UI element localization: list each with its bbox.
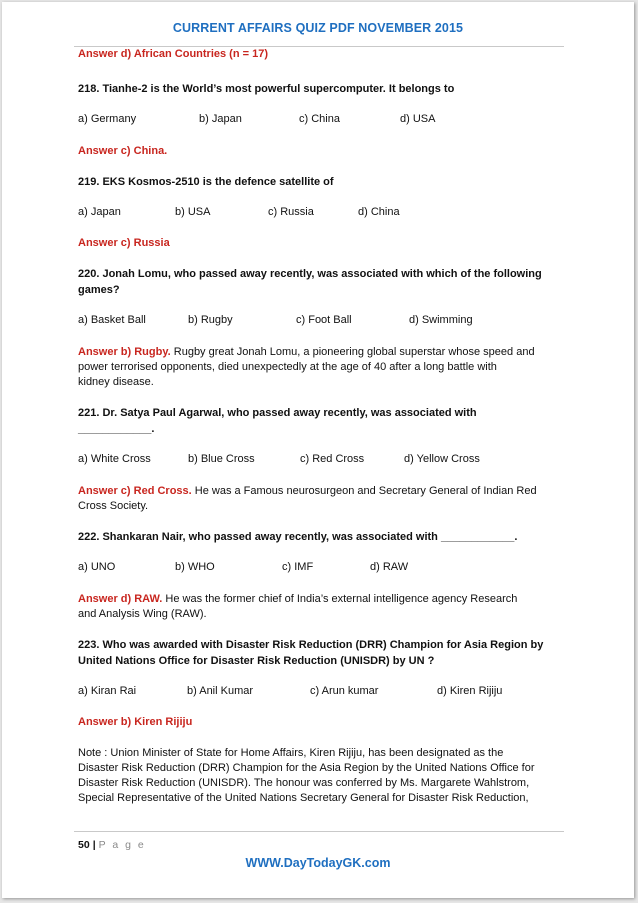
option-b: b) USA <box>175 206 211 218</box>
options-221 <box>78 452 562 467</box>
explanation-221-line-2: Cross Society. <box>78 500 149 512</box>
option-d: d) USA <box>400 113 436 125</box>
explanation-221-line-1: He was a Famous neurosurgeon and Secretary General of Indian Red <box>191 485 537 497</box>
explanation-222-line-2: and Analysis Wing (RAW). <box>78 608 207 620</box>
question-219: 219. EKS Kosmos-2510 is the defence satellite of <box>78 176 334 188</box>
options-219 <box>78 205 562 220</box>
explanation-222-line-1: He was the former chief of India’s external intelligence agency Research <box>162 593 518 605</box>
option-d: d) Yellow Cross <box>404 453 480 465</box>
answer-222: Answer d) RAW. <box>78 593 163 605</box>
answer-218: Answer c) China. <box>78 145 168 157</box>
question-223-line-1: 223. Who was awarded with Disaster Risk Reduction (DRR) Champion for Asia Region by <box>78 639 544 651</box>
question-222: 222. Shankaran Nair, who passed away recently, was associated with ____________. <box>78 531 518 543</box>
option-b: b) Blue Cross <box>188 453 255 465</box>
option-c: c) Arun kumar <box>310 685 379 697</box>
option-a: a) Basket Ball <box>78 314 146 326</box>
answer-221: Answer c) Red Cross. <box>78 485 192 497</box>
explanation-220-line-1: Rugby great Jonah Lomu, a pioneering global superstar whose speed and <box>170 346 535 358</box>
question-223-line-2: United Nations Office for Disaster Risk Reduction (UNISDR) by UN ? <box>78 655 435 667</box>
answer-221-line-1 <box>78 484 537 499</box>
answer-220-line-1 <box>78 345 535 360</box>
answer-222-line-1 <box>78 592 517 607</box>
note-223-line-1: Note : Union Minister of State for Home Affairs, Kiren Rijiju, has been designated as the <box>78 747 504 759</box>
question-221-line-1: 221. Dr. Satya Paul Agarwal, who passed away recently, was associated with <box>78 407 477 419</box>
option-a: a) White Cross <box>78 453 151 465</box>
options-220 <box>78 313 562 328</box>
document-page <box>2 2 634 898</box>
note-223-line-3: Disaster Risk Reduction (UNISDR). The honour was conferred by Ms. Margarete Wahlstrom, <box>78 777 530 789</box>
page-label: P a g e <box>98 839 146 851</box>
option-a: a) Germany <box>78 113 137 125</box>
options-223 <box>78 684 562 699</box>
question-221-line-2: ____________. <box>78 423 155 435</box>
option-a: a) Kiran Rai <box>78 685 137 697</box>
option-d: d) Kiren Rijiju <box>437 685 503 697</box>
question-220-line-1: 220. Jonah Lomu, who passed away recently, was associated with which of the following <box>78 268 542 280</box>
answer-223: Answer b) Kiren Rijiju <box>78 716 193 728</box>
option-b: b) Rugby <box>188 314 233 326</box>
page-separator: | <box>92 839 96 851</box>
note-223-line-4: Special Representative of the United Nations Secretary General for Disaster Risk Reduction, <box>78 792 529 804</box>
option-c: c) IMF <box>282 561 314 573</box>
option-a: a) Japan <box>78 206 121 218</box>
question-220-line-2: games? <box>78 284 120 296</box>
option-d: d) China <box>358 206 400 218</box>
page-number-footer <box>78 839 146 851</box>
footer-divider <box>74 831 564 832</box>
option-a: a) UNO <box>78 561 116 573</box>
answer-219: Answer c) Russia <box>78 237 170 249</box>
options-222 <box>78 560 562 575</box>
option-c: c) China <box>299 113 340 125</box>
previous-answer: Answer d) African Countries (n = 17) <box>78 48 268 60</box>
option-b: b) WHO <box>175 561 215 573</box>
note-223-line-2: Disaster Risk Reduction (DRR) Champion for the Asia Region by the United Nations Office for <box>78 762 535 774</box>
option-d: d) RAW <box>370 561 409 573</box>
option-d: d) Swimming <box>409 314 473 326</box>
website-link[interactable]: WWW.DayTodayGK.com <box>245 856 391 870</box>
page-header-title: CURRENT AFFAIRS QUIZ PDF NOVEMBER 2015 <box>172 21 464 35</box>
option-b: b) Anil Kumar <box>187 685 254 697</box>
answer-220: Answer b) Rugby. <box>78 346 171 358</box>
explanation-220-line-3: kidney disease. <box>78 376 154 388</box>
option-b: b) Japan <box>199 113 242 125</box>
option-c: c) Red Cross <box>300 453 365 465</box>
page-number: 50 <box>78 839 90 851</box>
option-c: c) Russia <box>268 206 314 218</box>
question-218: 218. Tianhe-2 is the World’s most powerful supercomputer. It belongs to <box>78 83 455 95</box>
option-c: c) Foot Ball <box>296 314 352 326</box>
options-218 <box>78 112 562 127</box>
explanation-220-line-2: power terrorised opponents, died unexpectedly at the age of 40 after a long battle with <box>78 361 497 373</box>
